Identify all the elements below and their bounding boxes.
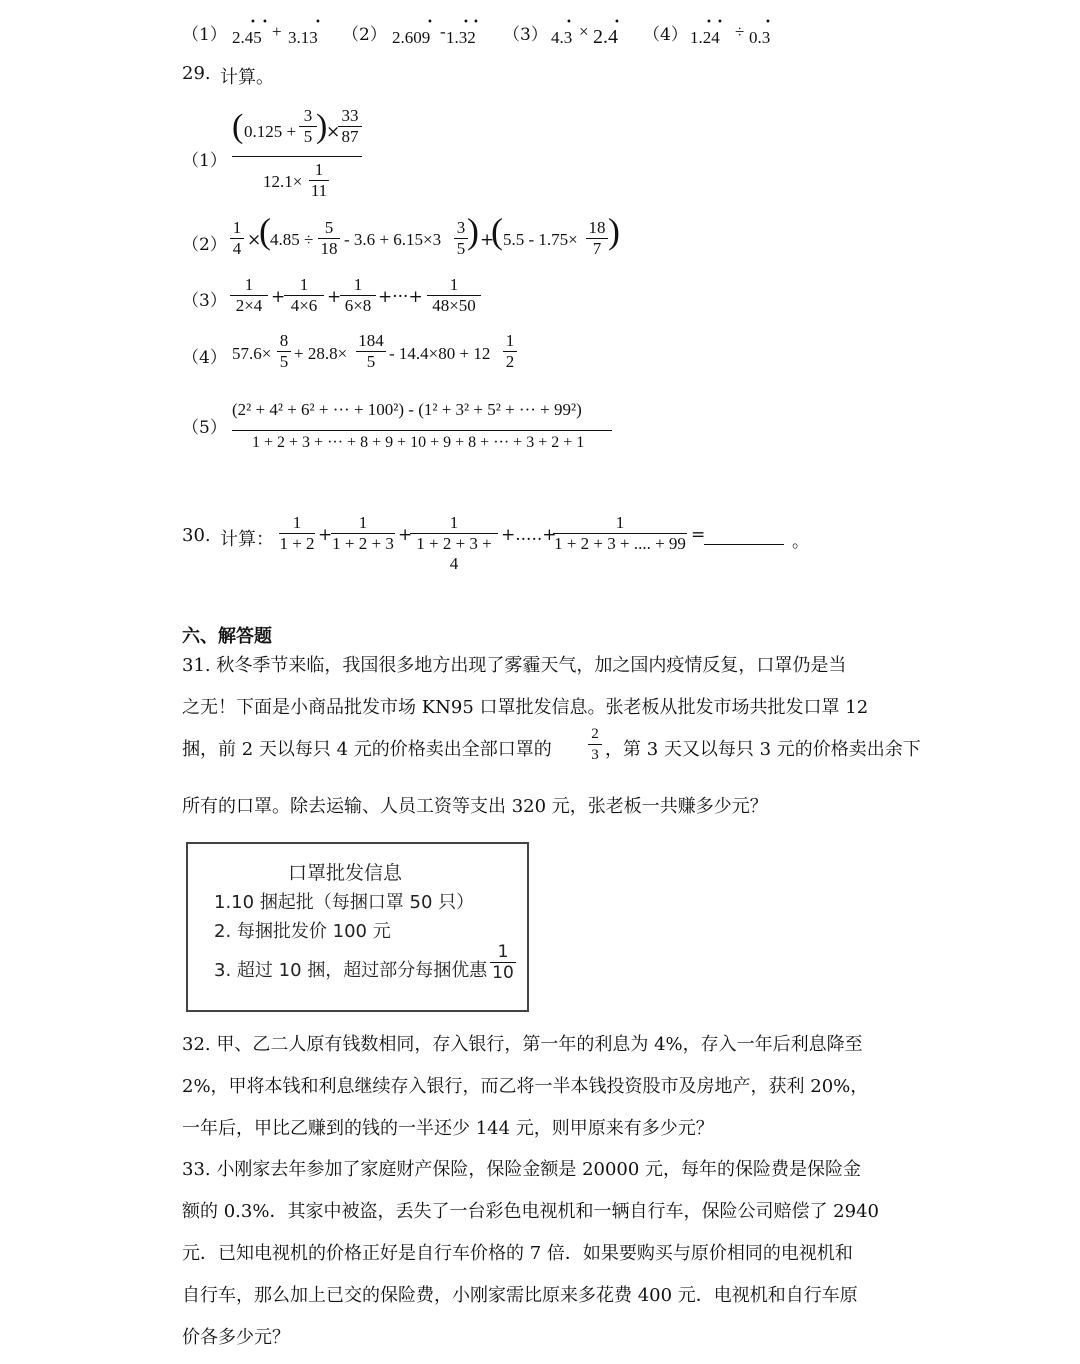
denominator: 4×6 <box>290 296 318 315</box>
numerator: 1 <box>299 275 309 294</box>
q29-title: 计算。 <box>220 67 274 88</box>
fraction-bar <box>232 430 612 431</box>
numerator: 1 <box>232 218 242 237</box>
e2-frac-2 <box>318 218 340 259</box>
q30-frac-2 <box>331 513 395 554</box>
numerator: 18 <box>588 218 606 237</box>
answer-blank[interactable] <box>704 522 784 545</box>
denominator: 6×8 <box>344 296 372 315</box>
recurring-dot: • <box>262 17 268 28</box>
q33-line-3: 元．已知电视机的价格正好是自行车价格的 7 倍．如果要购买与原价相同的电视机和 <box>182 1243 853 1264</box>
q28-label-4: （4） <box>643 25 688 45</box>
e5-numerator: (2² + 4² + 6² + ··· + 100²) - (1² + 3² + 5² + ··· + 99²) <box>232 400 582 419</box>
q33-line-5: 价各多少元？ <box>182 1327 290 1348</box>
q30-frac-4 <box>553 513 687 554</box>
denominator: 4 <box>232 239 242 258</box>
q28-expr-4a: 1.24 <box>690 28 720 47</box>
recurring-dot: • <box>765 17 771 28</box>
q29-label-1: （1） <box>182 151 227 171</box>
e1-times: × <box>326 122 341 142</box>
q30-plus: + <box>398 525 413 545</box>
e3-frac-2 <box>284 275 324 316</box>
e3-plus: + <box>327 287 342 307</box>
recurring-dot: • <box>463 17 469 28</box>
numerator: 1 <box>292 513 302 532</box>
e1-frac-1 <box>299 106 317 147</box>
e3-frac-1 <box>230 275 268 316</box>
q28-op-4: ÷ <box>735 22 745 41</box>
q28-label-1: （1） <box>182 25 227 45</box>
recurring-dot: • <box>427 17 433 28</box>
recurring-dot: • <box>614 17 620 28</box>
e3-frac-3 <box>340 275 376 316</box>
numerator: 2 <box>591 726 599 742</box>
box-fraction <box>490 942 516 983</box>
numerator: 5 <box>324 218 334 237</box>
recurring-dot: • <box>315 17 321 28</box>
denominator: 1 + 2 + 3 <box>332 534 394 553</box>
main-fraction-bar <box>232 156 362 157</box>
e5-denominator: 1 + 2 + 3 + ··· + 8 + 9 + 10 + 9 + 8 + ··· + 3 + 2 + 1 <box>252 434 585 451</box>
right-paren: ) <box>467 211 479 251</box>
e4-part-2: + 28.8× <box>294 344 348 363</box>
left-paren: ( <box>491 211 503 251</box>
numerator: 184 <box>358 331 384 350</box>
right-paren: ) <box>316 108 328 145</box>
mask-wholesale-info-box <box>186 842 529 1012</box>
numerator: 3 <box>303 106 313 125</box>
q28-label-3: （3） <box>503 25 548 45</box>
q31-fraction <box>588 724 602 765</box>
q30-frac-3 <box>410 513 498 574</box>
q31-line-1: 31. 秋冬季节来临，我国很多地方出现了雾霾天气，加之国内疫情反复，口罩仍是当 <box>182 655 847 676</box>
q28-expr-1b: 3.13 <box>288 28 318 47</box>
denominator: 87 <box>341 127 359 146</box>
box-line-3: 3. 超过 10 捆，超过部分每捆优惠 <box>214 960 488 981</box>
denominator: 5 <box>279 352 289 371</box>
q28-expr-1a: 2.45 <box>232 28 262 47</box>
q31-line-4: 所有的口罩。除去运输、人员工资等支出 320 元，张老板一共赚多少元？ <box>182 796 768 817</box>
numerator: 1 <box>353 275 363 294</box>
numerator: 1 <box>497 942 509 962</box>
q33-line-2: 额的 0.3%．其家中被盗，丢失了一台彩色电视机和一辆自行车，保险公司赔偿了 2940 <box>182 1201 879 1222</box>
numerator: 8 <box>279 331 289 350</box>
denominator: 1 + 2 + 3 + .... + 99 <box>554 534 686 553</box>
denominator: 11 <box>310 181 328 200</box>
e1-num-a: 0.125 + <box>244 122 297 141</box>
q28-op-1: + <box>272 22 282 41</box>
q30-number: 30. <box>182 525 211 546</box>
box-line-1: 1.10 捆起批（每捆口罩 50 只） <box>214 892 475 913</box>
denominator: 5 <box>366 352 376 371</box>
q31-line-3b: ，第 3 天又以每只 3 元的价格卖出余下 <box>605 739 921 760</box>
e1-den: 12.1× <box>263 172 303 191</box>
e3-plus: + <box>271 287 286 307</box>
left-paren: ( <box>232 108 244 145</box>
q30-plus: + <box>318 525 333 545</box>
e4-part-1: 57.6× <box>232 344 272 363</box>
numerator: 1 <box>615 513 625 532</box>
e4-frac-2 <box>356 331 386 372</box>
q30-frac-1 <box>279 513 315 554</box>
recurring-dot: • <box>250 17 256 28</box>
q29-label-5: （5） <box>182 418 227 438</box>
q31-line-2: 之无！下面是小商品批发市场 KN95 口罩批发信息。张老板从批发市场共批发口罩 12 <box>182 697 869 718</box>
q28-op-3: × <box>579 22 589 41</box>
e2-times: × <box>247 230 262 250</box>
right-paren: ) <box>608 211 620 251</box>
q32-line-3: 一年后，甲比乙赚到的钱的一半还少 144 元，则甲原来有多少元？ <box>182 1118 714 1139</box>
denominator: 7 <box>592 239 602 258</box>
e2-frac-3 <box>454 218 468 259</box>
denominator: 3 <box>591 747 599 763</box>
e1-frac-3 <box>309 160 329 201</box>
section-title: 六、解答题 <box>182 626 272 647</box>
q33-line-1: 33. 小刚家去年参加了家庭财产保险，保险金额是 20000 元，每年的保险费是保险金 <box>182 1159 862 1180</box>
recurring-dot: • <box>566 17 572 28</box>
numerator: 1 <box>358 513 368 532</box>
q28-expr-2b: 1.32 <box>446 28 476 47</box>
q30-title: 计算： <box>220 529 274 550</box>
e2-part-3: 5.5 - 1.75× <box>503 230 578 249</box>
q28-expr-3b: 2.4 <box>593 26 618 48</box>
box-title: 口罩批发信息 <box>288 862 403 884</box>
denominator: 2×4 <box>235 296 263 315</box>
q31-line-3a: 捆，前 2 天以每只 4 元的价格卖出全部口罩的 <box>182 739 552 760</box>
e4-frac-1 <box>277 331 291 372</box>
numerator: 3 <box>456 218 466 237</box>
recurring-dot: • <box>717 17 723 28</box>
box-line-2: 2. 每捆批发价 100 元 <box>214 921 391 942</box>
q32-line-1: 32. 甲、乙二人原有钱数相同，存入银行，第一年的利息为 4%，存入一年后利息降至 <box>182 1034 863 1055</box>
e3-frac-4 <box>427 275 481 316</box>
q30-end: 。 <box>792 532 809 552</box>
e4-frac-3 <box>503 331 517 372</box>
denominator: 1 + 2 + 3 + 4 <box>416 534 492 573</box>
q28-op-2: - <box>440 22 446 41</box>
q29-label-3: （3） <box>182 291 227 311</box>
e4-part-3: - 14.4×80 + 12 <box>389 344 491 363</box>
q30-dots: +.....+ <box>501 525 557 545</box>
denominator: 5 <box>303 127 313 146</box>
e2-frac-1 <box>230 218 244 259</box>
e3-ellipsis: +···+ <box>378 287 423 307</box>
numerator: 1 <box>244 275 254 294</box>
e1-frac-2 <box>338 106 362 147</box>
denominator: 10 <box>492 963 514 983</box>
numerator: 1 <box>314 160 324 179</box>
q28-expr-2a: 2.609 <box>392 28 431 47</box>
q29-number: 29. <box>182 63 211 84</box>
q32-line-2: 2%，甲将本钱和利息继续存入银行，而乙将一半本钱投资股市及房地产，获利 20%， <box>182 1076 869 1097</box>
denominator: 48×50 <box>432 296 476 315</box>
denominator: 1 + 2 <box>279 534 315 553</box>
denominator: 5 <box>456 239 466 258</box>
q33-line-4: 自行车，那么加上已交的保险费，小刚家需比原来多花费 400 元．电视机和自行车原 <box>182 1285 858 1306</box>
e2-frac-4 <box>586 218 608 259</box>
denominator: 18 <box>320 239 338 258</box>
numerator: 33 <box>341 106 359 125</box>
q28-expr-4b: 0.3 <box>749 28 771 47</box>
q29-label-4: （4） <box>182 348 227 368</box>
e2-plus: + <box>480 230 495 250</box>
q28-label-2: （2） <box>342 25 387 45</box>
recurring-dot: • <box>473 17 479 28</box>
recurring-dot: • <box>706 17 712 28</box>
q30-equals: = <box>691 525 706 545</box>
denominator: 2 <box>505 352 515 371</box>
q28-expr-3a: 4.3 <box>551 28 573 47</box>
q29-label-2: （2） <box>182 235 227 255</box>
left-paren: ( <box>259 211 271 251</box>
numerator: 1 <box>505 331 515 350</box>
e2-part-2: - 3.6 + 6.15×3 <box>344 230 442 249</box>
e2-part-1: 4.85 ÷ <box>270 230 314 249</box>
numerator: 1 <box>449 275 459 294</box>
numerator: 1 <box>449 513 459 532</box>
